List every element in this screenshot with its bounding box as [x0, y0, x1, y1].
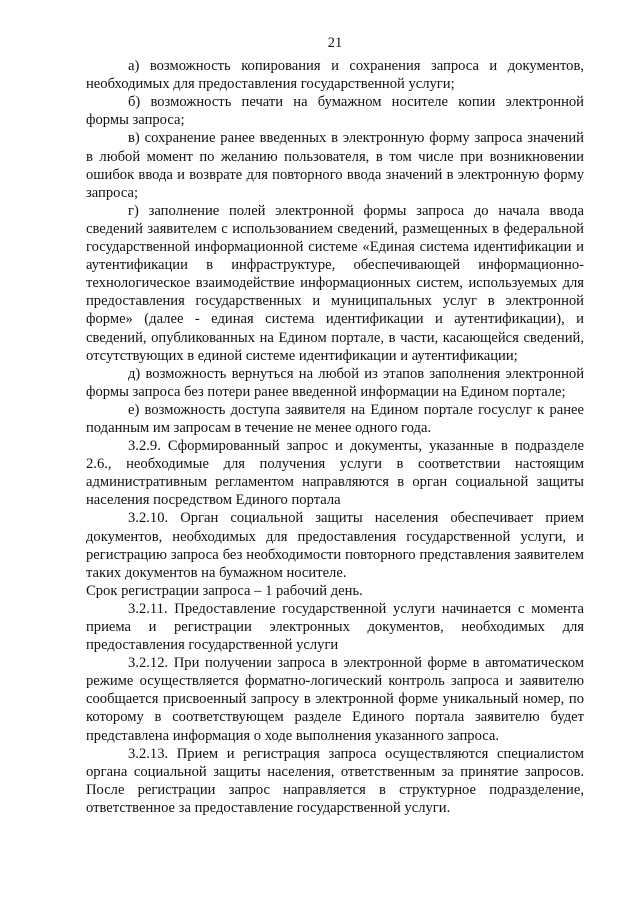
paragraph-item-b: б) возможность печати на бумажном носителе копии электронной формы запроса; [86, 94, 584, 129]
paragraph-item-a: а) возможность копирования и сохранения запроса и документов, необходимых для предоставления государственной услуги; [86, 58, 584, 93]
page-number: 21 [327, 35, 343, 51]
paragraph-3-2-11: 3.2.11. Предоставление государственной услуги начинается с момента приема и регистрации электронных документов, необходимых для предоставления государственной услуги [86, 600, 584, 654]
paragraph-item-d: д) возможность вернуться на любой из этапов заполнения электронной формы запроса без потери ранее введенной информации на Едином портале; [86, 365, 584, 400]
paragraph-item-e: е) возможность доступа заявителя на Едином портале госуслуг к ранее поданным им запросам в течение не менее одного года. [86, 401, 584, 436]
paragraph-registration-term: Срок регистрации запроса – 1 рабочий день. [86, 582, 363, 599]
paragraph-3-2-13: 3.2.13. Прием и регистрация запроса осуществляются специалистом органа социальной защиты населения, ответственным за принятие запросов. После регистрации запрос направляется в структурное подразделение, ответственное за предоставление государственной услуги. [86, 745, 584, 816]
paragraph-3-2-9: 3.2.9. Сформированный запрос и документы, указанные в подразделе 2.6., необходимые для получения услуги в соответствии настоящим административным регламентом направляются в орган социальной защиты населения посредством Единого портала [86, 438, 584, 509]
paragraph-3-2-10: 3.2.10. Орган социальной защиты населения обеспечивает прием документов, необходимых для предоставления государственной услуги, и регистрацию запроса без необходимости повторного представления заявителем таких документов на бумажном носителе. [86, 510, 584, 581]
paragraph-3-2-12: 3.2.12. При получении запроса в электронной форме в автоматическом режиме осуществляется форматно-логический контроль запроса и заявителю сообщается присвоенный запросу в электронной форме уникальный номер, по которому в соответствующем разделе Единого портала заявителю будет представлена информация о ходе выполнения указанного запроса. [86, 655, 584, 744]
paragraph-item-g: г) заполнение полей электронной формы запроса до начала ввода сведений заявителем с использованием сведений, размещенных в федеральной государственной информационной системе «Единая система идентификации и аутентификации в инфраструктуре, обеспечивающей информационно-технологическое взаимодействие информационных систем, используемых для предоставления государственных и муниципальных услуг в электронной форме» (далее - единая система идентификации и аутентификации), и сведений, опубликованных на Едином портале, в части, касающейся сведений, отсутствующих в единой системе идентификации и аутентификации; [86, 202, 584, 364]
paragraph-item-v: в) сохранение ранее введенных в электронную форму запроса значений в любой момент по желанию пользователя, в том числе при возникновении ошибок ввода и возврате для повторного ввода значений в электронную форму запроса; [86, 130, 584, 201]
